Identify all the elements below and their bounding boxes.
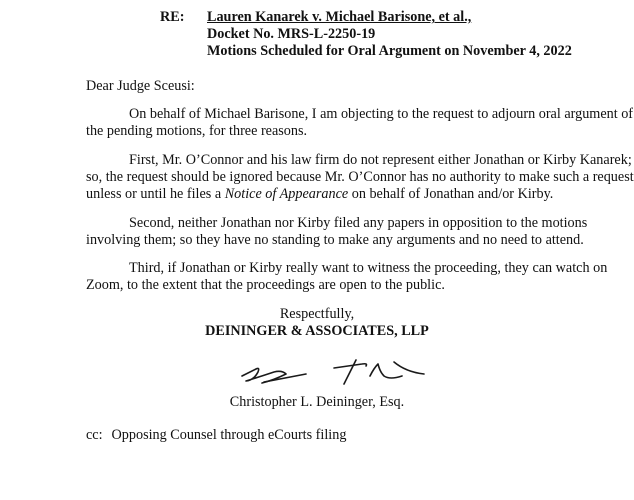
valediction: Respectfully, [279, 306, 355, 322]
paragraph-line: involving them; so they have no standing to make any arguments and no need to attend. [86, 232, 584, 248]
paragraph-line: On behalf of Michael Barisone, I am objecting to the request to adjourn oral argument of [129, 106, 634, 122]
signer-name: Christopher L. Deininger, Esq. [229, 394, 405, 410]
case-name: Lauren Kanarek v. Michael Barisone, et al., [207, 9, 472, 25]
paragraph-line: Second, neither Jonathan nor Kirby filed any papers in opposition to the motions [129, 215, 588, 231]
signature-image [234, 350, 434, 390]
cc-line [86, 427, 346, 444]
signature-stroke [242, 368, 286, 383]
paragraph-text: on behalf of Jonathan and/or Kirby. [348, 186, 554, 202]
re-label: RE: [160, 9, 185, 25]
re-lines [207, 9, 572, 60]
paragraph-line [86, 186, 610, 203]
motions-line: Motions Scheduled for Oral Argument on November 4, 2022 [207, 43, 572, 59]
firm-name: DEININGER & ASSOCIATES, LLP [205, 323, 429, 339]
paragraph-text: unless or until he files a [86, 186, 225, 202]
paragraph-line: Zoom, to the extent that the proceedings are open to the public. [86, 277, 445, 293]
paragraph-3 [86, 215, 610, 249]
paragraph-line: First, Mr. O’Connor and his law firm do not represent either Jonathan or Kirby Kanarek; [129, 152, 632, 168]
signature-stroke [394, 362, 424, 374]
paragraph-4 [86, 260, 610, 294]
cc-text: Opposing Counsel through eCourts filing [111, 427, 347, 443]
salutation: Dear Judge Sceusi: [86, 78, 195, 94]
paragraph-line: Third, if Jonathan or Kirby really want to witness the proceeding, they can watch on [129, 260, 608, 276]
docket-number: Docket No. MRS-L-2250-19 [207, 26, 376, 42]
notice-of-appearance: Notice of Appearance [224, 186, 349, 202]
paragraph-1 [86, 106, 634, 140]
signature-stroke [344, 360, 356, 384]
signature-stroke [370, 364, 402, 378]
paragraph-2 [86, 152, 634, 203]
paragraph-line: so, the request should be ignored because Mr. O’Connor has no authority to make such a request [86, 169, 634, 185]
signature-stroke [334, 364, 367, 368]
paragraph-line: the pending motions, for three reasons. [86, 123, 308, 139]
cc-label: cc: [86, 427, 103, 443]
